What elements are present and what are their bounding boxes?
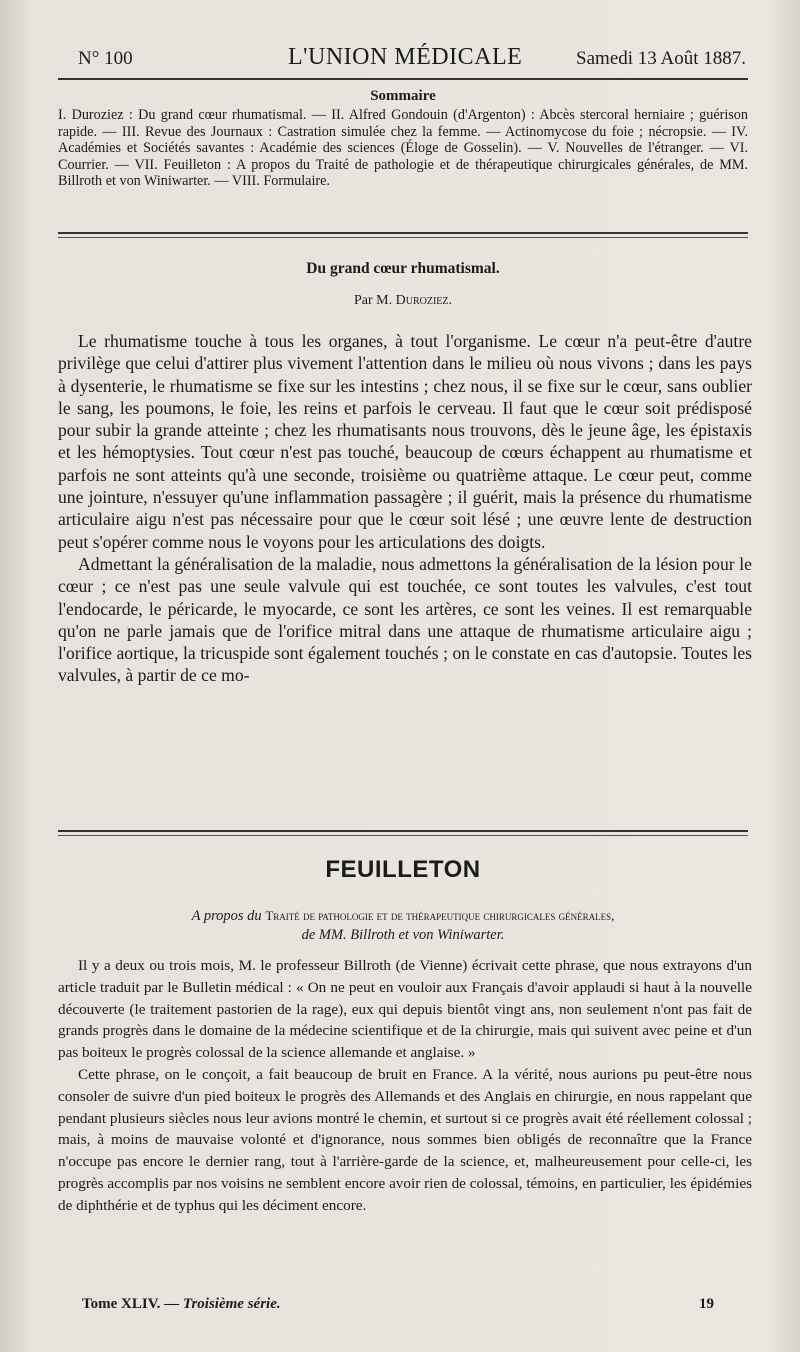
footer-serie: Troisième série. (182, 1296, 281, 1312)
header-rule (58, 78, 748, 80)
footer-volume (82, 1296, 281, 1313)
author-prefix: Par M. (353, 293, 393, 308)
feuilleton-heading: FEUILLETON (325, 856, 481, 883)
masthead (58, 44, 748, 76)
sommaire-section (58, 88, 748, 190)
feuilleton-subtitle-main: Traité de pathologie et de thérapeutique chirurgicales générales, (265, 908, 615, 923)
article-title: Du grand cœur rhumatismal. (306, 260, 500, 277)
article-author (58, 293, 748, 309)
feuilleton-subtitle (58, 906, 748, 945)
page-number: 19 (699, 1296, 714, 1312)
page-footer (58, 1296, 748, 1318)
article-body (58, 330, 752, 687)
feuilleton-paragraph: Cette phrase, on le conçoit, a fait beaucoup de bruit en France. A la vérité, nous aurions pu peut-être nous consoler de suivre d'un pied boiteux le progrès des Allemands et des Anglais en chirurgie, en nous rappelant que pendant plusieurs siècles nous leur avions montré le chemin, et surtout si ce progrès avait été réellement colossal ; mais, à moins de mauvaise volonté et d'ignorance, nous sommes bien obligés de reconnaître que la France n'occupe pas encore le dernier rang, tout à l'arrière-garde de la science, et, malheureusement pour celle-ci, les progrès accomplis par nos voisins ne semblent encore avoir rien de colossal, témoins, en particulier, les épidémies de diphthérie et de typhus qui les déciment encore. (58, 1065, 752, 1214)
article-paragraph: Admettant la généralisation de la maladie, nous admettons la généralisation de la lésion pour le cœur ; ce n'est pas une seule valvule qui est touchée, ce sont toutes les valvules, c'est tout l'endocarde, le péricarde, le myocarde, ce sont les artères, ce sont les veines. Il est remarquable qu'on ne parle jamais que de l'orifice mitral dans une attaque de rhumatisme articulaire aigu ; l'orifice aortique, la tricuspide sont également touchés ; on le constate en cas d'autopsie. Toutes les valvules, à partir de ce mo- (58, 553, 752, 686)
journal-title: L'UNION MÉDICALE (288, 44, 523, 70)
feuilleton-subtitle-lead: A propos du (191, 908, 262, 924)
feuilleton-paragraph: Il y a deux ou trois mois, M. le professeur Billroth (de Vienne) écrivait cette phrase, que nous extrayons d'un article traduit par le Bulletin médical : « On ne peut en vouloir aux Français d'avoir applaudi si haut à la nouvelle découverte (le traitement pastorien de la rage), eux qui depuis bientôt vingt ans, non seulement n'ont pas fait de grands progrès dans le domaine de la médecine scientifique et de la chirurgie, mais qui suivent avec peine et d'un pas boiteux le progrès colossal de la science allemande et anglaise. » (58, 957, 752, 1062)
feuilleton-body (58, 955, 752, 1217)
feuilleton-divider (58, 830, 748, 832)
issue-date: Samedi 13 Août 1887. (576, 48, 746, 69)
footer-tome: Tome XLIV. — (82, 1296, 180, 1312)
article-paragraph: Le rhumatisme touche à tous les organes, à tout l'organisme. Le cœur n'a peut-être d'autre privilège que celui d'attirer plus vivement l'attention dans le milieu où nous vivons ; dans les pays à dysenterie, le rhumatisme se fixe sur les intestins ; chez nous, il se fixe sur le cœur, sans oublier le sang, les poumons, le foie, les reins et parfois le cerveau. Il faut que le cœur soit prédisposé pour subir la grande atteinte ; chez les rhumatisants nous trouvons, dès le jeune âge, les épistaxis et les hémoptysies. Tout cœur n'est pas touché, beaucoup de cœurs échappent au rhumatisme et parfois ne sont atteints qu'à une seconde, troisième ou quatrième attaque. Le cœur peut, comme une jointure, n'essuyer qu'une inflammation passagère ; il guérit, mais la présence du rhumatisme articulaire aigu n'est pas nécessaire pour que le cœur soit lésé ; une œuvre lente de destruction peut s'opérer comme nous le voyons pour les articulations des doigts. (58, 331, 752, 552)
sommaire-divider (58, 232, 748, 234)
sommaire-text: I. Duroziez : Du grand cœur rhumatismal. — II. Alfred Gondouin (d'Argenton) : Abcès stercoral herniaire ; guérison rapide. — III. Revue des Journaux : Castration simulée chez la femme. — Actinomycose du foie ; nécropsie. — IV. Académies et Sociétés savantes : Académie des sciences (Éloge de Gosselin). — V. Nouvelles de l'étranger. — VI. Courrier. — VII. Feuilleton : A propos du Traité de pathologie et de thérapeutique chirurgicales générales, de MM. Billroth et von Winiwarter. — VIII. Formulaire. (58, 107, 748, 189)
author-name: Duroziez. (395, 293, 452, 308)
feuilleton-subtitle-authors: de MM. Billroth et von Winiwarter. (301, 927, 505, 943)
sommaire-heading: Sommaire (370, 88, 436, 104)
issue-number: N° 100 (78, 48, 133, 69)
